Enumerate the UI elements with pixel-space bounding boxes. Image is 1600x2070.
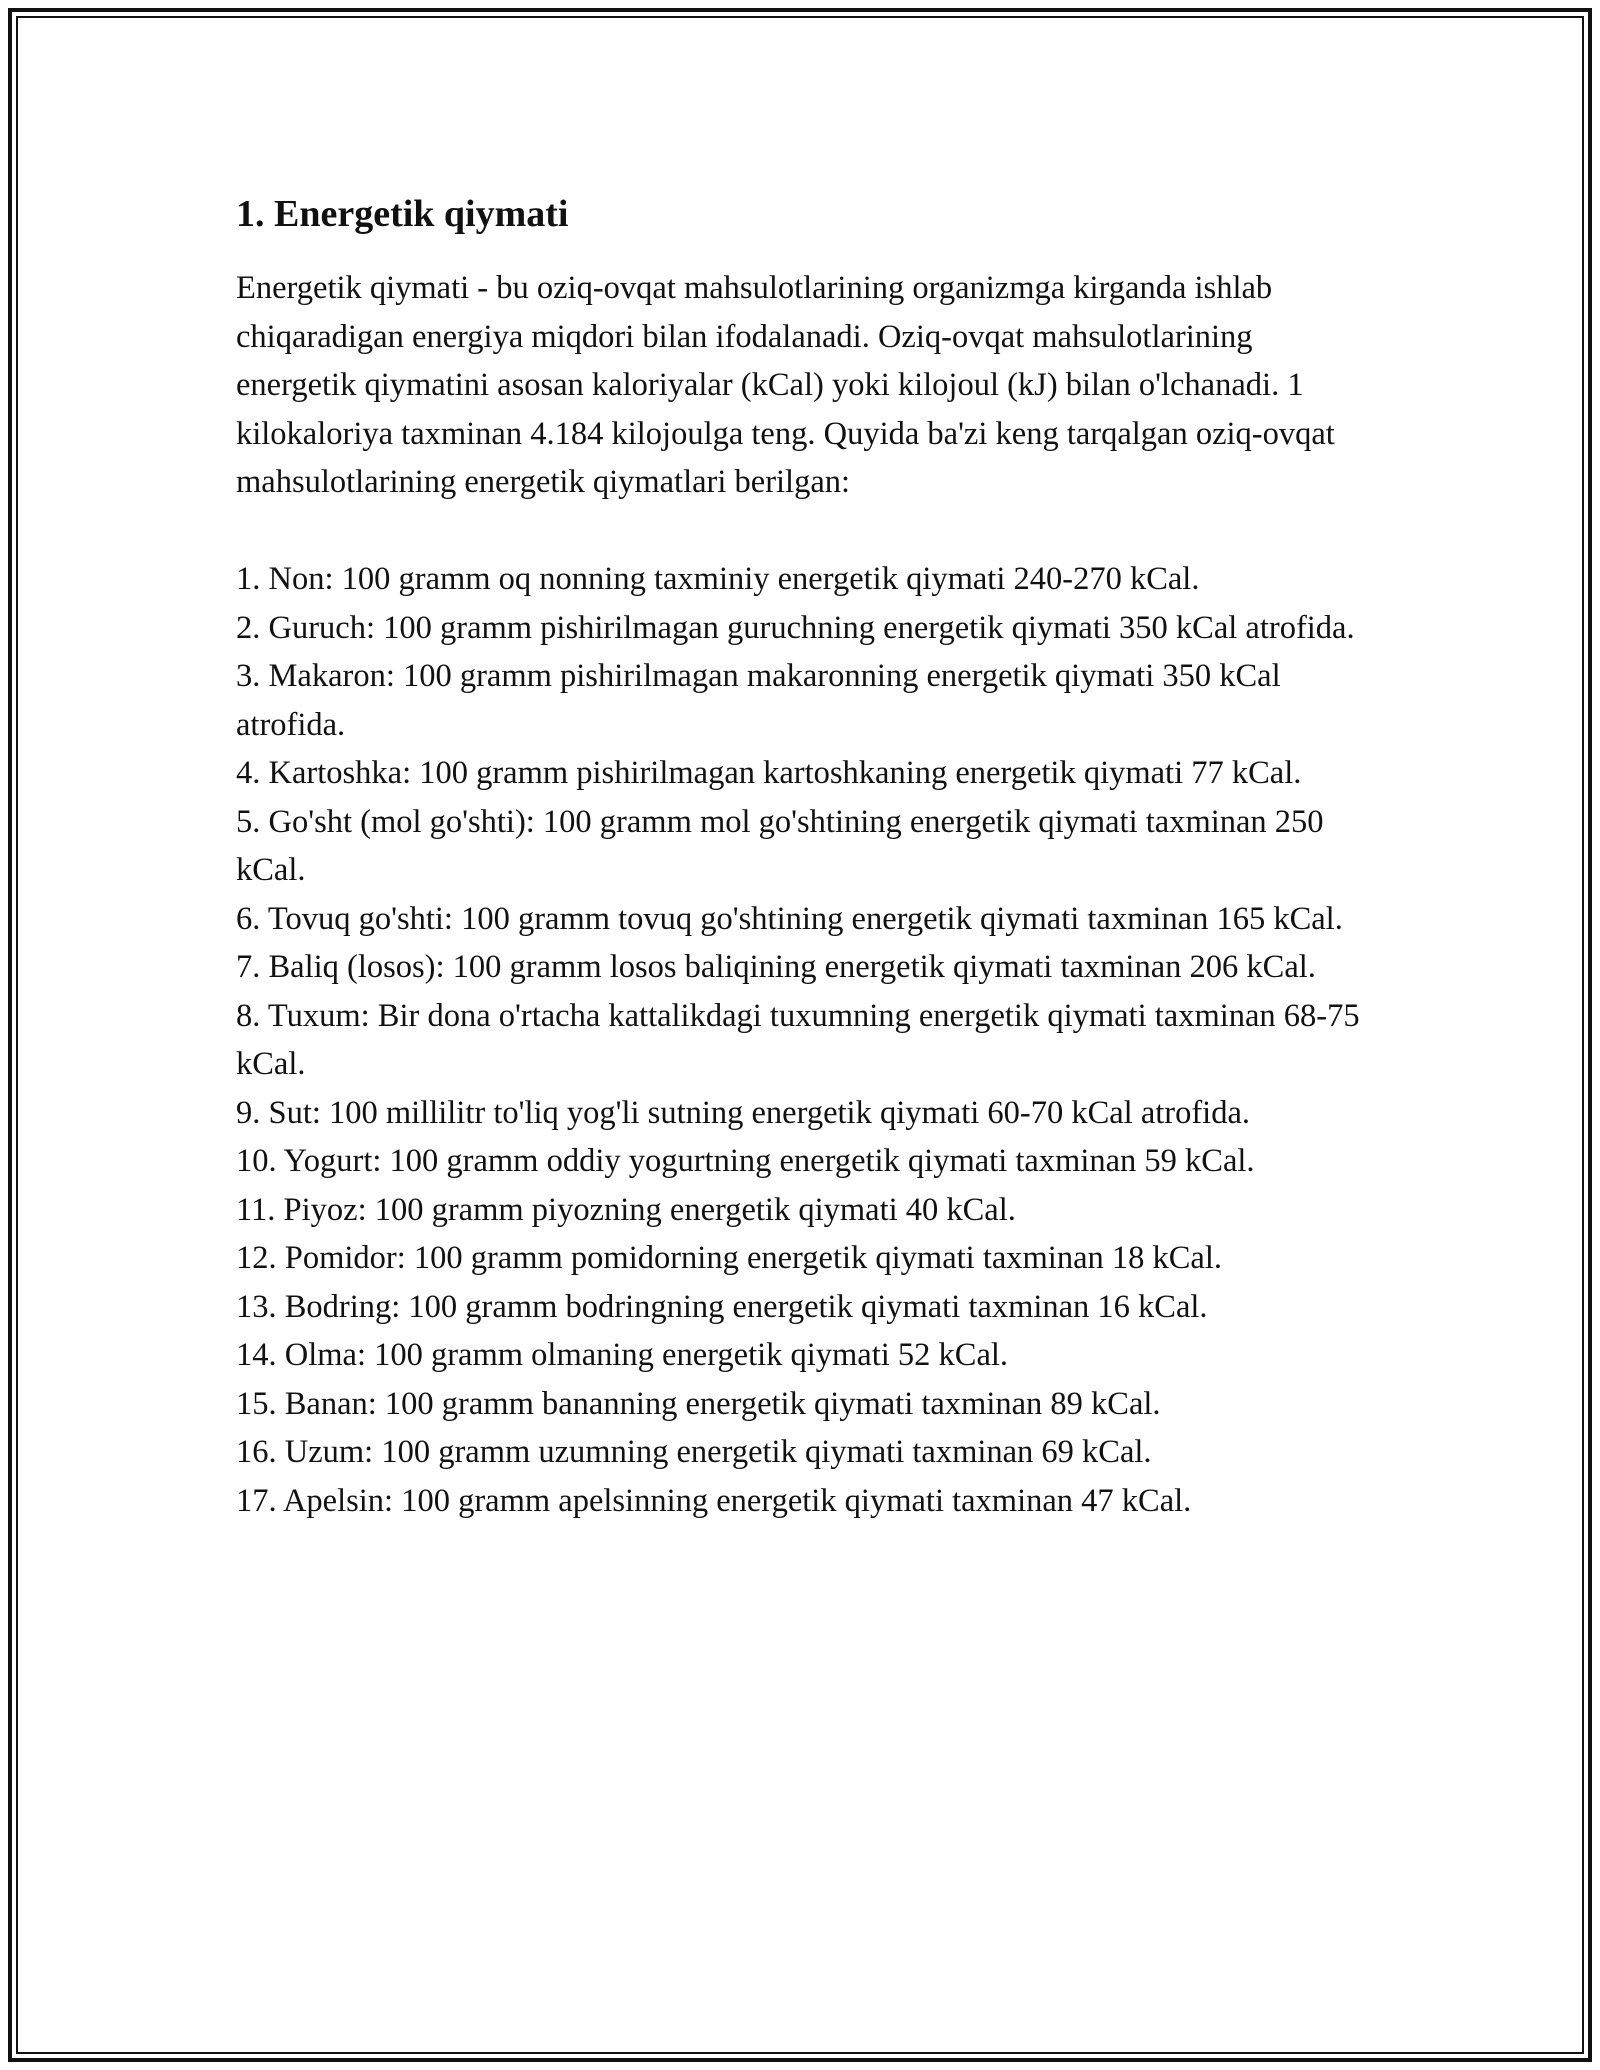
list-item: 8. Tuxum: Bir dona o'rtacha kattalikdagi tuxumning energetik qiymati taxminan 68-75 kCal.	[236, 997, 1360, 1082]
document-body	[236, 186, 1376, 1525]
list-item: 16. Uzum: 100 gramm uzumning energetik qiymati taxminan 69 kCal.	[236, 1434, 1152, 1470]
list-item: 12. Pomidor: 100 gramm pomidorning energetik qiymati taxminan 18 kCal.	[236, 1240, 1223, 1276]
list-item: 3. Makaron: 100 gramm pishirilmagan makaronning energetik qiymati 350 kCal atrofida.	[236, 658, 1281, 743]
list-item: 10. Yogurt: 100 gramm oddiy yogurtning energetik qiymati taxminan 59 kCal.	[236, 1143, 1255, 1179]
list-item: 6. Tovuq go'shti: 100 gramm tovuq go'shtining energetik qiymati taxminan 165 kCal.	[236, 900, 1343, 937]
list-item: 11. Piyoz: 100 gramm piyozning energetik qiymati 40 kCal.	[236, 1191, 1016, 1228]
list-item: 4. Kartoshka: 100 gramm pishirilmagan kartoshkaning energetik qiymati 77 kCal.	[236, 755, 1302, 791]
list-item: 2. Guruch: 100 gramm pishirilmagan guruchning energetik qiymati 350 kCal atrofida.	[236, 609, 1355, 646]
list-item: 9. Sut: 100 millilitr to'liq yog'li sutning energetik qiymati 60-70 kCal atrofida.	[236, 1094, 1251, 1131]
list-item: 1. Non: 100 gramm oq nonning taxminiy energetik qiymati 240-270 kCal.	[236, 561, 1200, 597]
food-energy-list	[236, 555, 1376, 1525]
list-item: 17. Apelsin: 100 gramm apelsinning energetik qiymati taxminan 47 kCal.	[236, 1482, 1192, 1519]
section-heading: 1. Energetik qiymati	[236, 193, 569, 235]
intro-paragraph: Energetik qiymati - bu oziq-ovqat mahsulotlarining organizmga kirganda ishlab chiqaradigan energiya miqdori bilan ifodalanadi. Oziq-ovqat mahsulotlarining energetik qiymatini asosan kaloriyalar (kCal) yoki kilojoul (kJ) bilan o'lchanadi. 1 kilokaloriya taxminan 4.184 kilojoulga teng. Quyida ba'zi keng tarqalgan oziq-ovqat mahsulotlarining energetik qiymatlari berilgan:	[236, 270, 1335, 500]
list-item: 5. Go'sht (mol go'shti): 100 gramm mol go'shtining energetik qiymati taxminan 250 kCal.	[236, 803, 1324, 888]
list-item: 14. Olma: 100 gramm olmaning energetik qiymati 52 kCal.	[236, 1337, 1009, 1373]
list-item: 15. Banan: 100 gramm bananning energetik qiymati taxminan 89 kCal.	[236, 1385, 1161, 1422]
list-item: 13. Bodring: 100 gramm bodringning energetik qiymati taxminan 16 kCal.	[236, 1288, 1208, 1325]
list-item: 7. Baliq (losos): 100 gramm losos baliqining energetik qiymati taxminan 206 kCal.	[236, 949, 1316, 985]
